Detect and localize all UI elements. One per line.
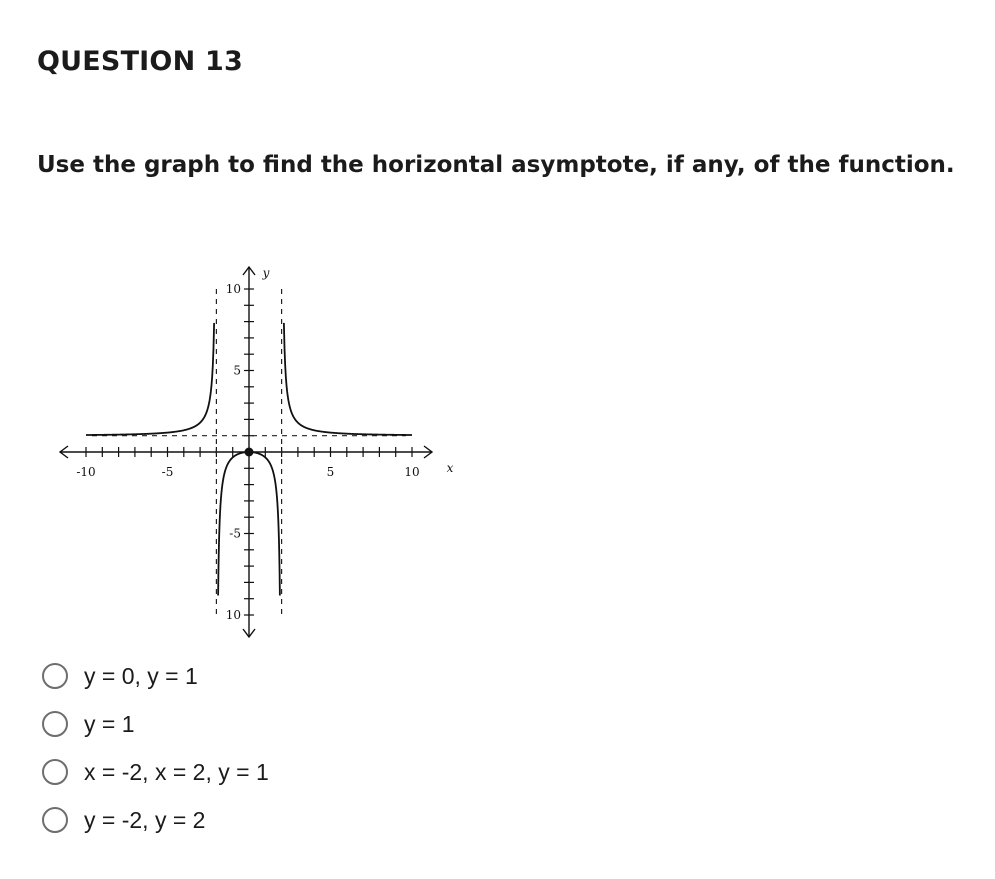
origin-point <box>245 448 254 457</box>
answer-option-label: x = -2, x = 2, y = 1 <box>84 758 269 785</box>
x-tick-label: 5 <box>326 465 335 479</box>
y-axis-label: y <box>262 266 270 280</box>
x-tick-label: -10 <box>76 465 96 479</box>
radio-button[interactable] <box>42 711 68 737</box>
answer-options <box>42 652 442 844</box>
radio-button[interactable] <box>42 807 68 833</box>
radio-button[interactable] <box>42 759 68 785</box>
answer-option-label: y = -2, y = 2 <box>84 806 206 833</box>
x-tick-label: 10 <box>404 465 420 479</box>
x-axis-label: x <box>446 461 454 475</box>
x-tick-label: -5 <box>161 465 174 479</box>
radio-button[interactable] <box>42 663 68 689</box>
answer-option[interactable] <box>42 652 442 700</box>
y-tick-label: 5 <box>233 363 241 378</box>
function-graph <box>38 240 454 652</box>
left-branch-curve <box>86 323 214 435</box>
answer-option[interactable] <box>42 796 442 844</box>
answer-option-label: y = 0, y = 1 <box>84 662 198 689</box>
y-tick-label: 10 <box>225 608 241 622</box>
graph-labels <box>76 266 453 622</box>
answer-option[interactable] <box>42 700 442 748</box>
graph-svg <box>38 240 454 652</box>
y-tick-label: 10 <box>225 282 241 296</box>
right-branch-curve <box>284 323 412 435</box>
question-prompt: Use the graph to find the horizontal asymptote, if any, of the function. <box>37 152 955 178</box>
y-tick-label: -5 <box>229 526 241 541</box>
answer-option[interactable] <box>42 748 442 796</box>
question-title: QUESTION 13 <box>37 46 243 77</box>
answer-option-label: y = 1 <box>84 710 135 737</box>
